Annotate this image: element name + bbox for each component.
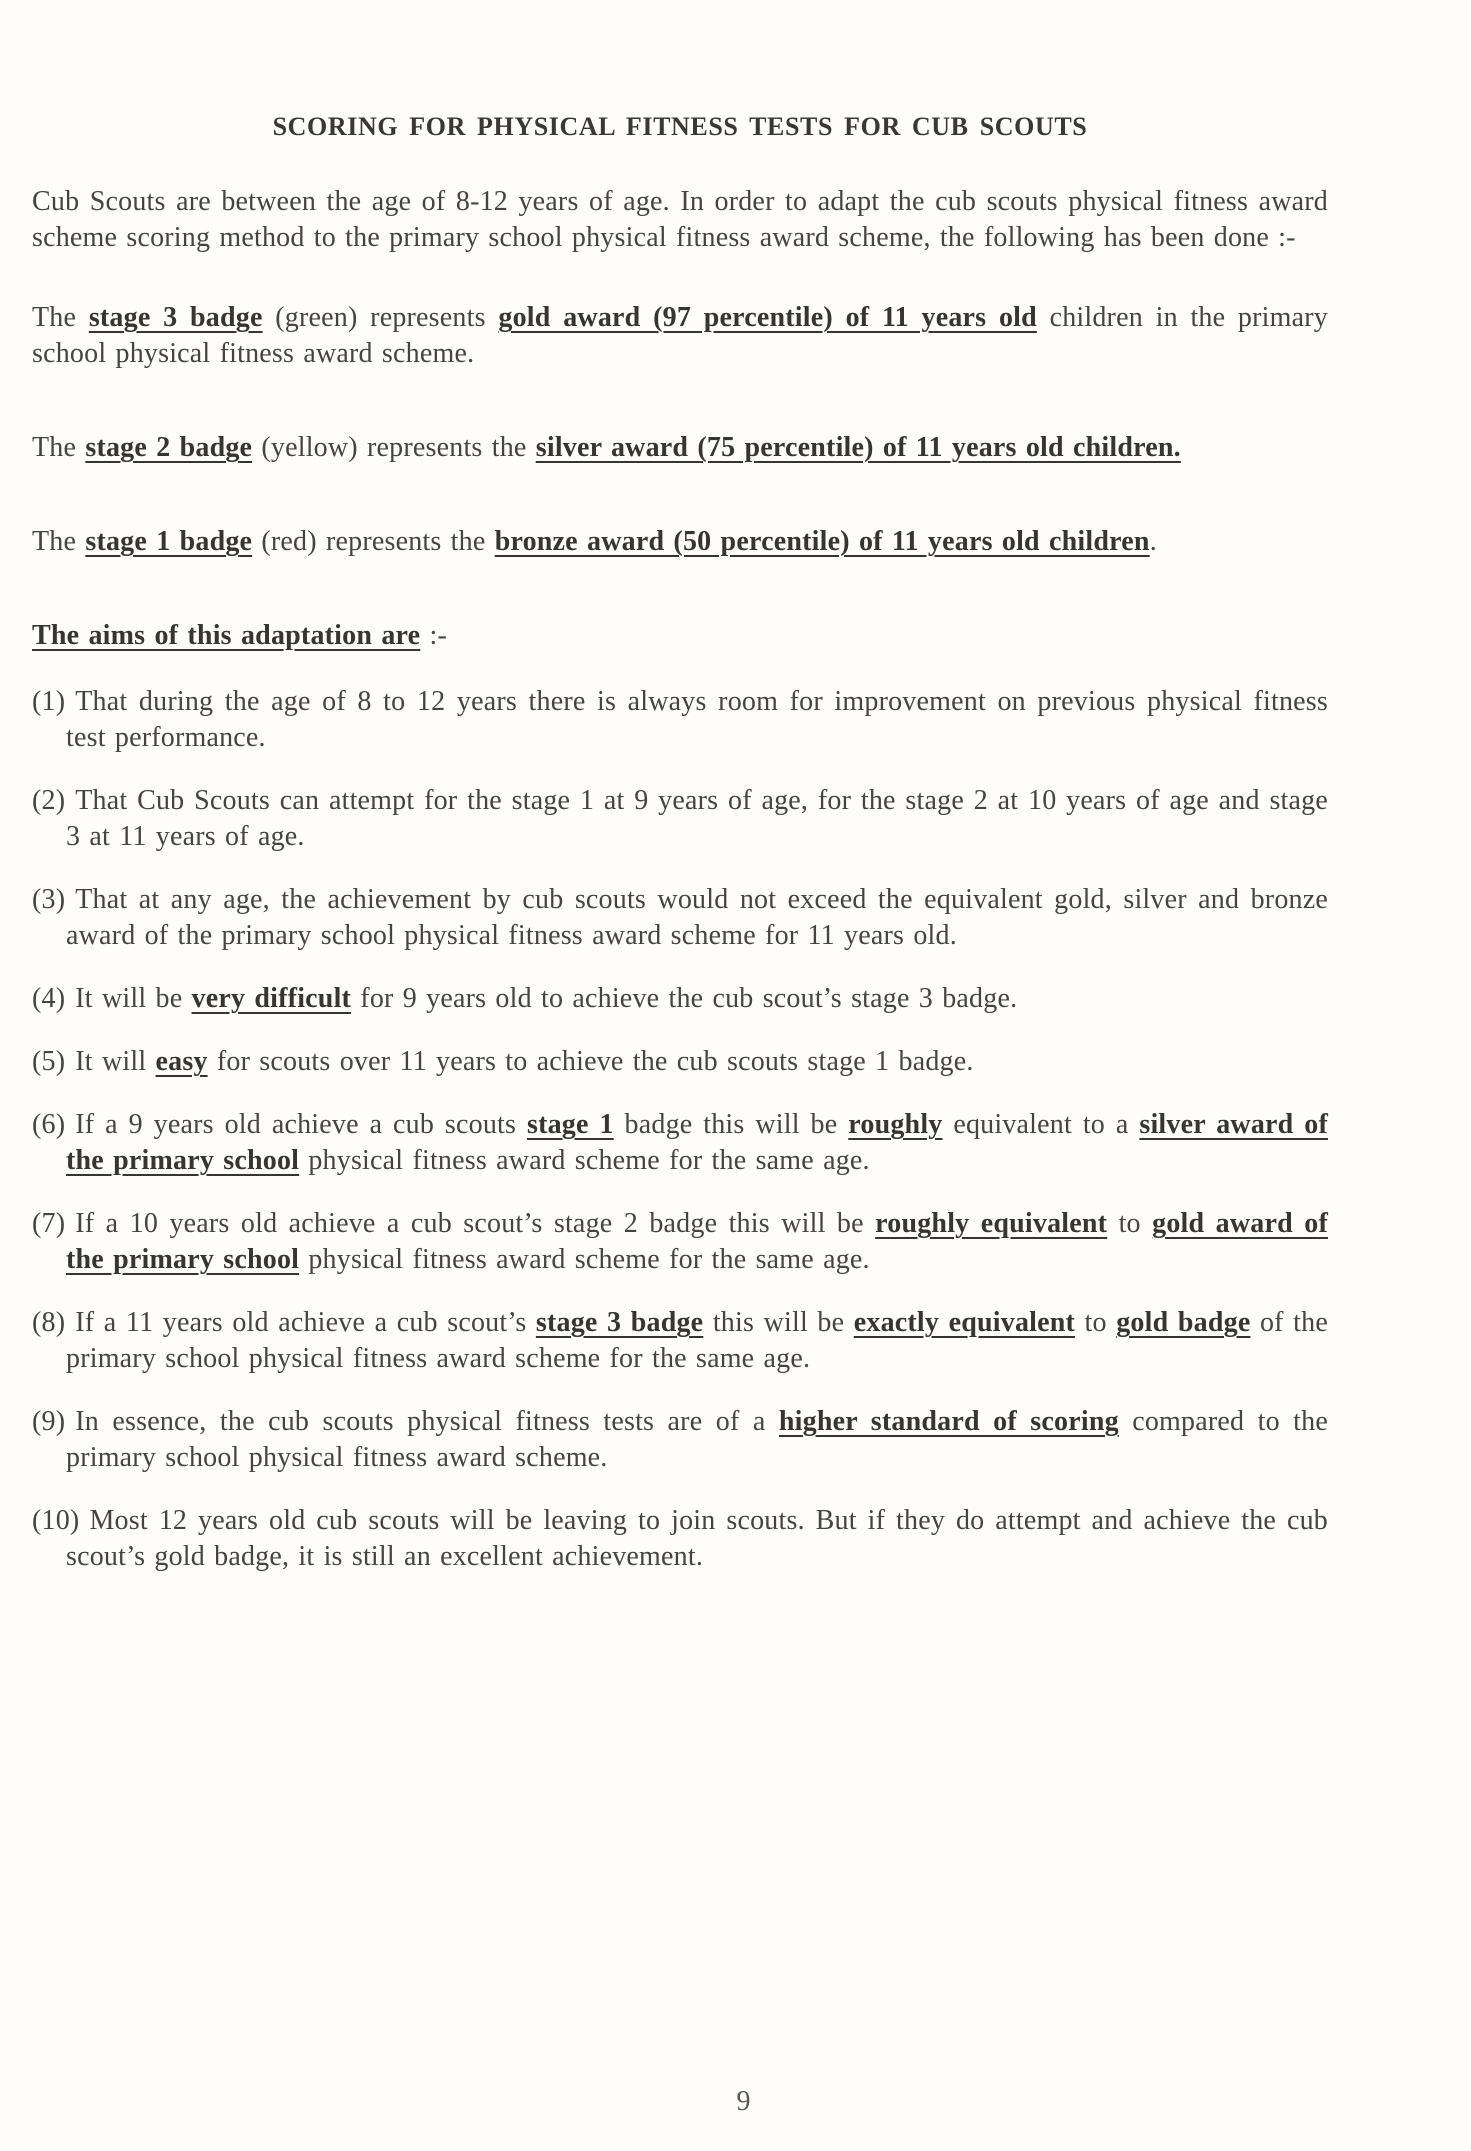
text-run: compared to the primary school physical fitness award scheme.: [66, 1406, 1328, 1473]
aim-text: [66, 884, 1328, 951]
text-run: The: [32, 302, 89, 333]
intro-paragraph: [32, 184, 1328, 256]
aim-text: [66, 1505, 1328, 1572]
text-run: badge this will be: [613, 1109, 849, 1140]
underlined-phrase: gold badge: [1116, 1307, 1251, 1338]
aim-number: (7): [32, 1208, 66, 1239]
text-run: :-: [420, 620, 447, 651]
page-number: 9: [736, 2086, 751, 2117]
aim-item: [32, 1206, 1328, 1278]
aim-number: (6): [32, 1109, 66, 1140]
underlined-phrase: higher standard of scoring: [778, 1406, 1119, 1437]
underlined-phrase: roughly: [848, 1109, 943, 1140]
aim-text: [66, 785, 1328, 852]
text-run: If a 10 years old achieve a cub scout’s stage 2 badge this will be: [75, 1208, 876, 1239]
text-run: If a 11 years old achieve a cub scout’s: [75, 1307, 536, 1338]
text-run: (red) represents the: [252, 526, 495, 557]
text-run: of the primary school physical fitness award scheme for the same age.: [66, 1307, 1328, 1374]
aims-list: [32, 684, 1328, 1575]
text-run: The: [32, 432, 86, 463]
text-run: to: [1075, 1307, 1117, 1338]
text-run: If a 9 years old achieve a cub scouts: [75, 1109, 527, 1140]
underlined-phrase: very difficult: [191, 983, 352, 1014]
underlined-phrase: roughly equivalent: [875, 1208, 1108, 1239]
underlined-phrase: easy: [155, 1046, 208, 1077]
text-run: children in the primary school physical fitness award scheme.: [32, 302, 1328, 369]
aim-item: [32, 1404, 1328, 1476]
underlined-phrase: gold award (97 percentile) of 11 years old: [498, 302, 1037, 333]
text-run: The: [32, 526, 86, 557]
underlined-phrase: silver award of the primary school: [66, 1109, 1328, 1176]
text-run: to: [1107, 1208, 1153, 1239]
text-run: equivalent to a: [942, 1109, 1140, 1140]
underlined-phrase: stage 1 badge: [85, 526, 253, 557]
text-run: for 9 years old to achieve the cub scout’s stage 3 badge.: [351, 983, 1018, 1014]
aim-number: (9): [32, 1406, 66, 1437]
aim-text: [66, 1307, 1328, 1374]
underlined-phrase: stage 3 badge: [88, 302, 263, 333]
aim-item: [32, 783, 1328, 855]
text-run: In essence, the cub scouts physical fitness tests are of a: [75, 1406, 779, 1437]
aims-heading: [32, 618, 1328, 654]
aim-number: (2): [32, 785, 66, 816]
text-run: for scouts over 11 years to achieve the cub scouts stage 1 badge.: [207, 1046, 974, 1077]
underlined-phrase: stage 3 badge: [535, 1307, 704, 1338]
stage2-badge-paragraph: [32, 430, 1328, 466]
aim-text: [75, 983, 1017, 1014]
underlined-phrase: exactly equivalent: [853, 1307, 1076, 1338]
underlined-phrase: The aims of this adaptation are: [32, 620, 421, 651]
aim-item: [32, 684, 1328, 756]
aim-number: (4): [32, 983, 66, 1014]
page-content: [32, 0, 1328, 1602]
stage1-badge-paragraph: [32, 524, 1328, 560]
aim-item: [32, 1044, 1328, 1080]
text-run: Cub Scouts are between the age of 8-12 years of age. In order to adapt the cub scouts physical fitness award scheme scoring method to the primary school physical fitness award scheme, the following has been done :-: [32, 186, 1328, 253]
aim-item: [32, 1503, 1328, 1575]
text-run: It will be: [75, 983, 192, 1014]
text-run: Most 12 years old cub scouts will be leaving to join scouts. But if they do attempt and achieve the cub scout’s gold badge, it is still an excellent achievement.: [66, 1505, 1328, 1572]
text-run: That during the age of 8 to 12 years there is always room for improvement on previous physical fitness test performance.: [66, 686, 1328, 753]
page-title: SCORING FOR PHYSICAL FITNESS TESTS FOR CUB SCOUTS: [272, 112, 1088, 141]
aim-item: [32, 1305, 1328, 1377]
aim-text: [75, 1046, 973, 1077]
aim-text: [66, 1208, 1328, 1275]
aim-item: [32, 981, 1328, 1017]
stage3-badge-paragraph: [32, 300, 1328, 372]
underlined-phrase: stage 2 badge: [85, 432, 253, 463]
text-run: physical fitness award scheme for the same age.: [299, 1244, 870, 1275]
aim-number: (1): [32, 686, 66, 717]
aim-text: [66, 1406, 1328, 1473]
aim-text: [66, 1109, 1328, 1176]
text-run: That at any age, the achievement by cub scouts would not exceed the equivalent gold, silver and bronze award of the primary school physical fitness award scheme for 11 years old.: [66, 884, 1328, 951]
text-run: physical fitness award scheme for the same age.: [299, 1145, 870, 1176]
aim-item: [32, 1107, 1328, 1179]
text-run: this will be: [703, 1307, 854, 1338]
underlined-phrase: bronze award (50 percentile) of 11 years old children: [494, 526, 1150, 557]
aim-number: (10): [32, 1505, 80, 1536]
text-run: (yellow) represents the: [252, 432, 536, 463]
aim-number: (3): [32, 884, 66, 915]
underlined-phrase: silver award (75 percentile) of 11 years old children.: [535, 432, 1181, 463]
text-run: .: [1149, 526, 1157, 557]
underlined-phrase: stage 1: [526, 1109, 614, 1140]
text-run: It will: [75, 1046, 156, 1077]
aim-item: [32, 882, 1328, 954]
aim-number: (5): [32, 1046, 66, 1077]
aim-text: [66, 686, 1328, 753]
underlined-phrase: gold award of the primary school: [66, 1208, 1328, 1275]
aim-number: (8): [32, 1307, 66, 1338]
text-run: (green) represents: [262, 302, 499, 333]
text-run: That Cub Scouts can attempt for the stage 1 at 9 years of age, for the stage 2 at 10 years of age and stage 3 at 11 years of age.: [66, 785, 1328, 852]
